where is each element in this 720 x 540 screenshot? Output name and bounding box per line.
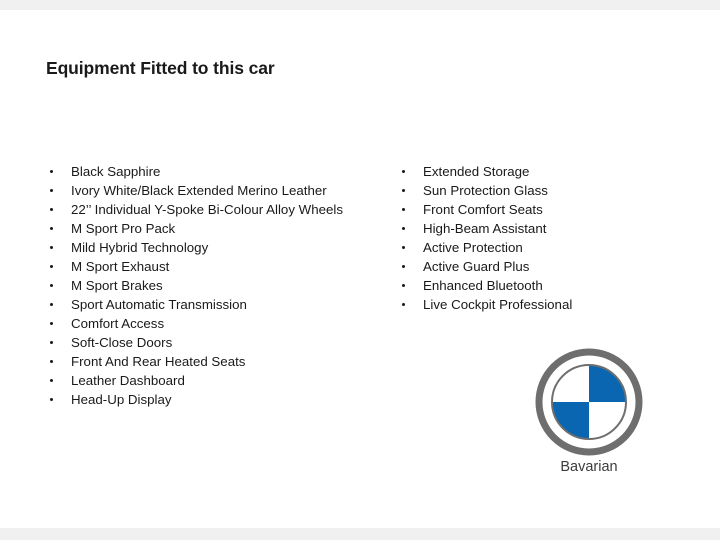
page-title: Equipment Fitted to this car bbox=[46, 58, 275, 78]
list-item: Enhanced Bluetooth bbox=[396, 276, 676, 295]
list-item: Black Sapphire bbox=[44, 162, 344, 181]
equipment-column-left bbox=[44, 162, 344, 409]
list-item: Front And Rear Heated Seats bbox=[44, 352, 344, 371]
list-item: Comfort Access bbox=[44, 314, 344, 333]
bmw-roundel-icon bbox=[521, 344, 657, 464]
list-item: Head-Up Display bbox=[44, 390, 344, 409]
list-item: Active Protection bbox=[396, 238, 676, 257]
list-item: Leather Dashboard bbox=[44, 371, 344, 390]
equipment-list-left bbox=[44, 162, 344, 409]
list-item: Soft-Close Doors bbox=[44, 333, 344, 352]
list-item: M Sport Pro Pack bbox=[44, 219, 344, 238]
list-item: Sport Automatic Transmission bbox=[44, 295, 344, 314]
list-item: M Sport Brakes bbox=[44, 276, 344, 295]
brand-logo-area bbox=[521, 344, 657, 480]
dealer-name: Bavarian bbox=[560, 459, 618, 475]
list-item: High-Beam Assistant bbox=[396, 219, 676, 238]
list-item: Extended Storage bbox=[396, 162, 676, 181]
list-item: Active Guard Plus bbox=[396, 257, 676, 276]
list-item: Ivory White/Black Extended Merino Leather bbox=[44, 181, 344, 200]
list-item: 22’’ Individual Y-Spoke Bi-Colour Alloy Wheels bbox=[44, 200, 344, 219]
list-item: Front Comfort Seats bbox=[396, 200, 676, 219]
list-item: Mild Hybrid Technology bbox=[44, 238, 344, 257]
equipment-list-right bbox=[396, 162, 676, 314]
slide-canvas bbox=[0, 10, 720, 528]
list-item: Live Cockpit Professional bbox=[396, 295, 676, 314]
list-item: M Sport Exhaust bbox=[44, 257, 344, 276]
equipment-column-right bbox=[396, 162, 676, 314]
list-item: Sun Protection Glass bbox=[396, 181, 676, 200]
